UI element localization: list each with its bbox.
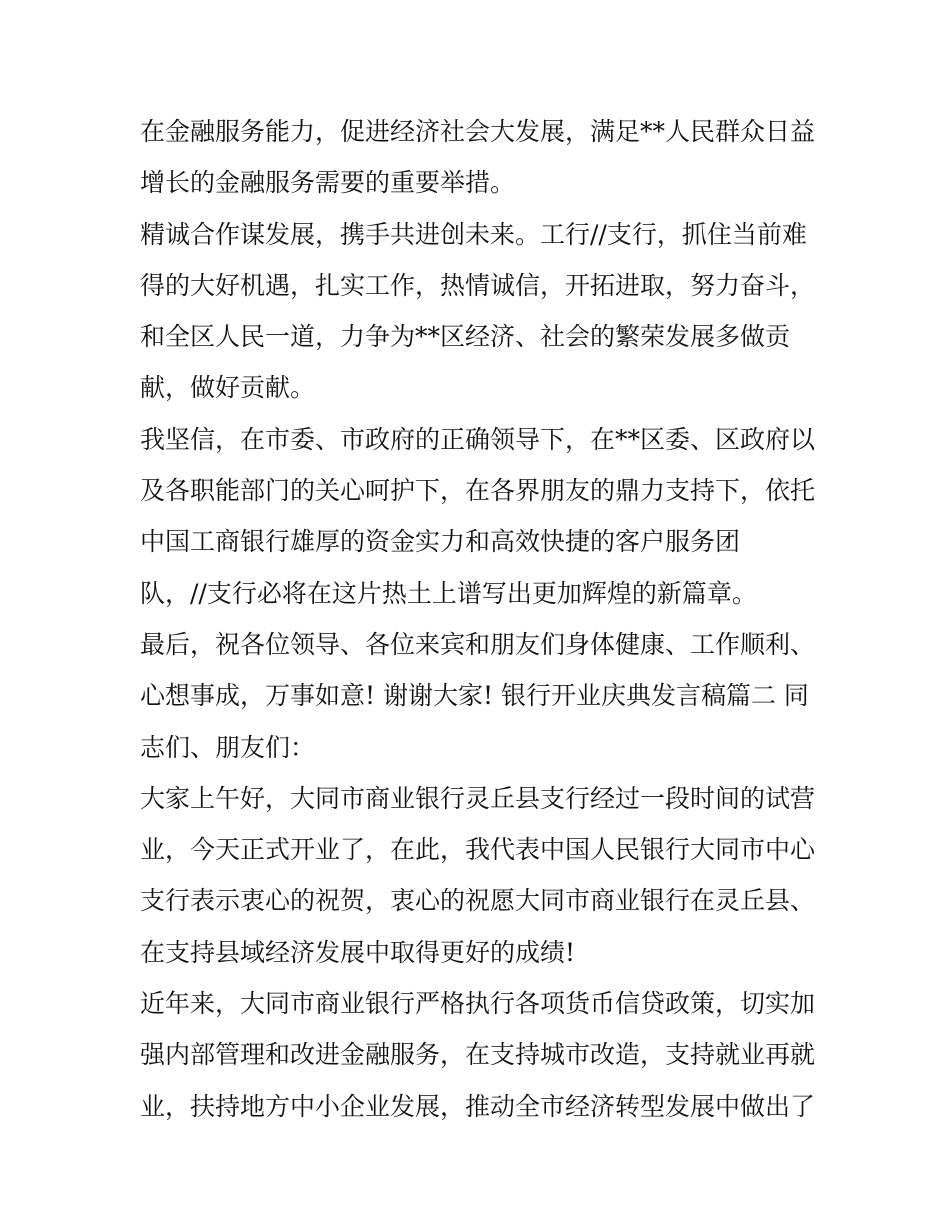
text-line-20: 业，扶持地方中小企业发展，推动全市经济转型发展中做出了 bbox=[140, 1091, 816, 1121]
text-line-7: 我坚信，在市委、市政府的正确领导下，在**区委、区政府以 bbox=[140, 424, 816, 454]
text-line-6: 献，做好贡献。 bbox=[140, 373, 316, 403]
text-line-16: 支行表示衷心的祝贺，衷心的祝愿大同市商业银行在灵丘县、 bbox=[140, 886, 816, 916]
text-line-5: 和全区人民一道，力争为**区经济、社会的繁荣发展多做贡 bbox=[140, 322, 791, 352]
text-line-3: 精诚合作谋发展，携手共进创未来。工行//支行，抓住当前难 bbox=[140, 219, 807, 249]
document-body bbox=[140, 106, 820, 1132]
text-line-14: 大家上午好，大同市商业银行灵丘县支行经过一段时间的试营 bbox=[140, 783, 816, 813]
text-line-12: 心想事成，万事如意! 谢谢大家! 银行开业庆典发言稿篇二 同 bbox=[140, 681, 809, 711]
text-line-19: 强内部管理和改进金融服务，在支持城市改造，支持就业再就 bbox=[140, 1040, 816, 1070]
text-line-15: 业，今天正式开业了，在此，我代表中国人民银行大同市中心 bbox=[140, 835, 816, 865]
text-line-4: 得的大好机遇，扎实工作，热情诚信，开拓进取，努力奋斗， bbox=[140, 270, 816, 300]
text-line-9: 中国工商银行雄厚的资金实力和高效快捷的客户服务团 bbox=[140, 527, 741, 557]
text-line-8: 及各职能部门的关心呵护下，在各界朋友的鼎力支持下，依托 bbox=[140, 476, 816, 506]
text-line-18: 近年来，大同市商业银行严格执行各项货币信贷政策，切实加 bbox=[140, 989, 816, 1019]
text-line-2: 增长的金融服务需要的重要举措。 bbox=[140, 168, 516, 198]
text-line-17: 在支持县域经济发展中取得更好的成绩! bbox=[140, 937, 576, 967]
text-line-10: 队，//支行必将在这片热土上谱写出更加辉煌的新篇章。 bbox=[140, 578, 757, 608]
text-line-13: 志们、朋友们： bbox=[140, 732, 316, 762]
text-line-11: 最后，祝各位领导、各位来宾和朋友们身体健康、工作顺利、 bbox=[140, 629, 816, 659]
text-line-1: 在金融服务能力，促进经济社会大发展，满足**人民群众日益 bbox=[140, 117, 816, 146]
